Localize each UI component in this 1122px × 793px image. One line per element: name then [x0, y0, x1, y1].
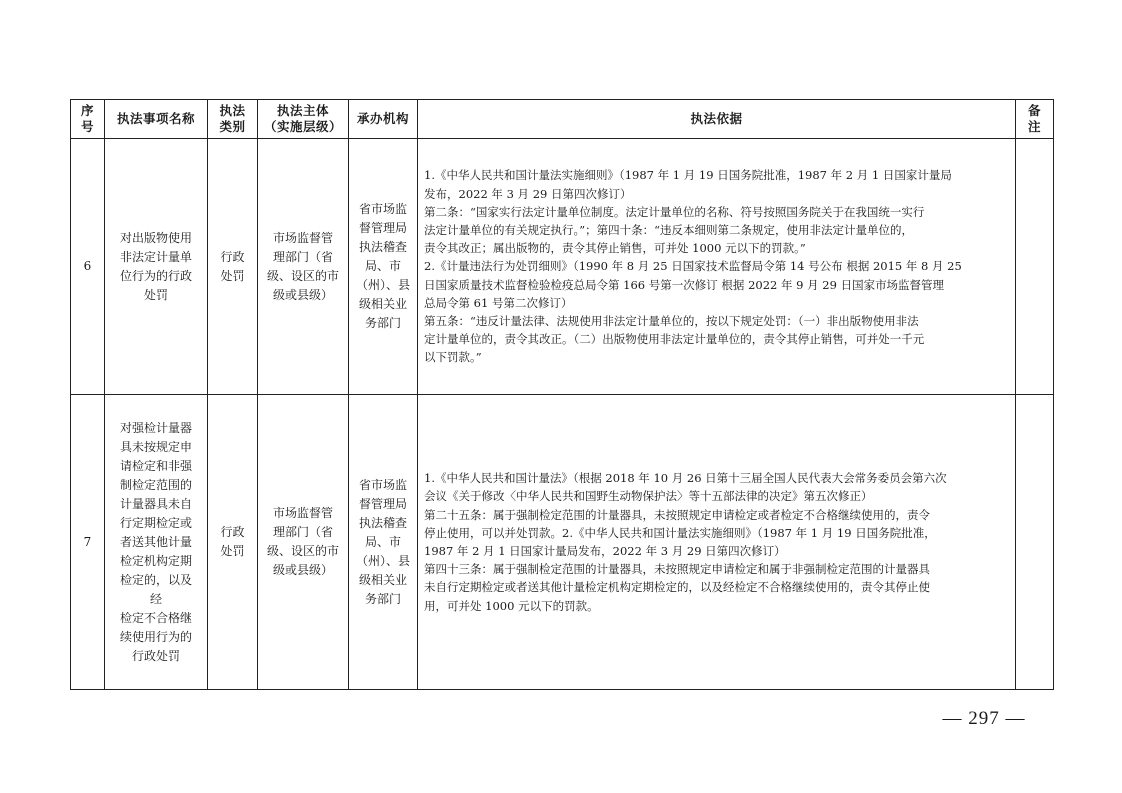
row-basis: 1.《中华人民共和国计量法实施细则》（1987 年 1 月 19 日国务院批准，1987 年 2 月 1 日国家计量局 发布，2022 年 3 月 29 日第四次修订） 第二条：“国家实行法定计量单位制度。法定计量单位的名称、符号按照国务院关于在我国统一实行 法定计量单位的有关规定执行。”；第四十条：“违反本细则第二条规定，使用非法定计量单位的， 责令其改正；属出版物的，责令其停止销售，可并处 1000 元以下的罚款。” 2.《计量违法行为处罚细则》（1990 年 8 月 25 日国家技术监督局令第 14 号公布 根据 2015 年 8 月 25 日国家质量技术监督检验检疫总局令第 166 号第一次修订 根据 2022 年 9 月 29 日国家市场监督管理 总局令第 61 号第二次修订） 第五条：“违反计量法律、法规使用非法定计量单位的，按以下规定处罚：（一）非出版物使用非法 定计量单位的，责令其改正。（二）出版物使用非法定计量单位的，责令其停止销售，可并处一千元 以下罚款。” [418, 139, 1016, 395]
row-category: 行政 处罚 [208, 395, 258, 690]
table-row [71, 395, 1054, 690]
row-remarks [1016, 395, 1054, 690]
page-number: — 297 — [942, 708, 1026, 729]
row-seq: 7 [71, 395, 105, 690]
row-subject: 市场监督管 理部门（省 级、设区的市 级或县级） [258, 139, 349, 395]
header-basis: 执法依据 [418, 100, 1016, 139]
row-name: 对出版物使用 非法定计量单 位行为的行政 处罚 [105, 139, 208, 395]
row-remarks [1016, 139, 1054, 395]
row-name: 对强检计量器 具未按规定申 请检定和非强 制检定范围的 计量器具未自 行定期检定或 者送其他计量 检定机构定期 检定的，以及经 检定不合格继 续使用行为的 行政处罚 [105, 395, 208, 690]
row-seq: 6 [71, 139, 105, 395]
row-basis: 1.《中华人民共和国计量法》（根据 2018 年 10 月 26 日第十三届全国人民代表大会常务委员会第六次 会议《关于修改〈中华人民共和国野生动物保护法〉等十五部法律的决定》第五次修正） 第二十五条：属于强制检定范围的计量器具，未按照规定申请检定或者检定不合格继续使用的，责令 停止使用，可以并处罚款。2.《中华人民共和国计量法实施细则》（1987 年 1 月 19 日国务院批准， 1987 年 2 月 1 日国家计量局发布，2022 年 3 月 29 日第四次修订） 第四十三条：属于强制检定范围的计量器具，未按照规定申请检定和属于非强制检定范围的计量器具 未自行定期检定或者送其他计量检定机构定期检定的，以及经检定不合格继续使用的，责令其停止使 用，可并处 1000 元以下的罚款。 [418, 395, 1016, 690]
row-subject: 市场监督管 理部门（省 级、设区的市 级或县级） [258, 395, 349, 690]
row-org: 省市场监 督管理局 执法稽查 局、市 （州）、县 级相关业 务部门 [349, 395, 418, 690]
header-org: 承办机构 [349, 100, 418, 139]
header-name: 执法事项名称 [105, 100, 208, 139]
table-row [71, 139, 1054, 395]
row-org: 省市场监 督管理局 执法稽查 局、市 （州）、县 级相关业 务部门 [349, 139, 418, 395]
header-remarks: 备 注 [1016, 100, 1054, 139]
header-subject: 执法主体 （实施层级） [258, 100, 349, 139]
row-category: 行政 处罚 [208, 139, 258, 395]
enforcement-table [70, 99, 1054, 690]
header-seq: 序 号 [71, 100, 105, 139]
header-row [71, 100, 1054, 139]
header-category: 执法 类别 [208, 100, 258, 139]
